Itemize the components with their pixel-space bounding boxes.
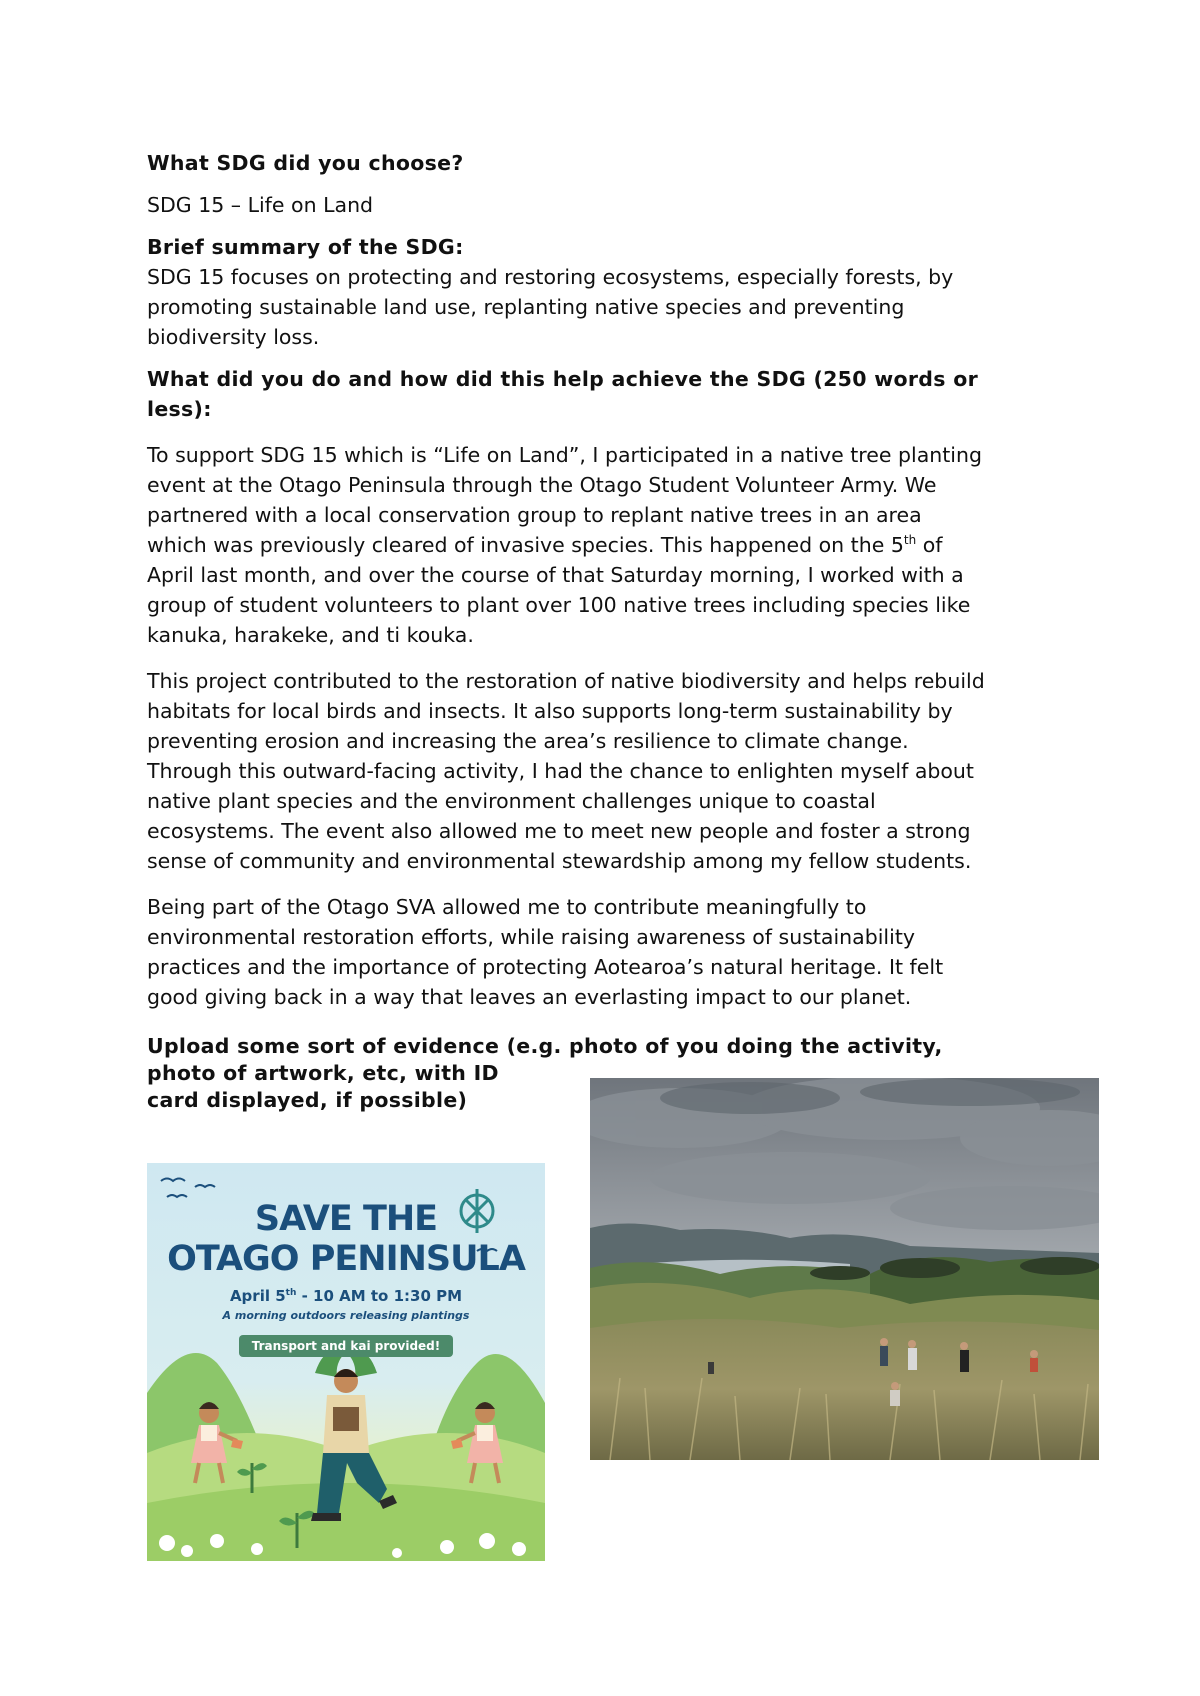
answer-sdg-choice: SDG 15 – Life on Land <box>147 193 374 217</box>
superscript-th: th <box>903 533 917 548</box>
paragraph-1-text: which was previously cleared of invasive species. This happened on the 5 <box>147 533 904 557</box>
planting-site-photo <box>590 1078 1099 1460</box>
paragraph-3-line: environmental restoration efforts, while raising awareness of sustainability <box>147 925 915 949</box>
paragraph-1-line: group of student volunteers to plant over 100 native trees including species like <box>147 593 971 617</box>
paragraph-1-text: of <box>916 533 943 557</box>
question-what-did-you-do: What did you do and how did this help achieve the SDG (250 words or <box>147 367 978 391</box>
text-column <box>147 148 1067 1012</box>
paragraph-1-line: To support SDG 15 which is “Life on Land”, I participated in a native tree planting <box>147 443 983 467</box>
landscape-illustration <box>590 1078 1099 1460</box>
paragraph-3-line: good giving back in a way that leaves an everlasting impact to our planet. <box>147 985 912 1009</box>
paragraph-2-line: Through this outward-facing activity, I had the chance to enlighten myself about <box>147 759 974 783</box>
event-poster-image <box>147 1163 545 1561</box>
paragraph-2-line: This project contributed to the restoration of native biodiversity and helps rebuild <box>147 669 985 693</box>
poster-title-line2: OTAGO PENINSULA <box>167 1239 525 1279</box>
summary-line: promoting sustainable land use, replanting native species and preventing <box>147 295 905 319</box>
paragraph-2-line: native plant species and the environment challenges unique to coastal <box>147 789 876 813</box>
paragraph-1-line: April last month, and over the course of that Saturday morning, I worked with a <box>147 563 964 587</box>
question-summary: Brief summary of the SDG: <box>147 235 464 259</box>
poster-date-text: - 10 AM to 1:30 PM <box>296 1287 463 1305</box>
evidence-heading-line: Upload some sort of evidence (e.g. photo of you doing the activity, <box>147 1034 943 1058</box>
paragraph-1-line: partnered with a local conservation group to replant native trees in an area <box>147 503 922 527</box>
paragraph-2-line: habitats for local birds and insects. It also supports long-term sustainability by <box>147 699 953 723</box>
poster-title-line1: SAVE THE <box>254 1199 438 1239</box>
paragraph-2-line: ecosystems. The event also allowed me to meet new people and foster a strong <box>147 819 971 843</box>
poster-date <box>147 1287 545 1305</box>
question-sdg-choice: What SDG did you choose? <box>147 151 464 175</box>
summary-line: biodiversity loss. <box>147 325 320 349</box>
evidence-heading-line: photo of artwork, etc, with ID <box>147 1061 499 1085</box>
summary-line: SDG 15 focuses on protecting and restoring ecosystems, especially forests, by <box>147 265 954 289</box>
poster-date-sup: th <box>285 1288 297 1298</box>
paragraph-2-line: preventing erosion and increasing the area’s resilience to climate change. <box>147 729 909 753</box>
evidence-heading-line: card displayed, if possible) <box>147 1088 468 1112</box>
paragraph-2-line: sense of community and environmental stewardship among my fellow students. <box>147 849 972 873</box>
paragraph-3-line: practices and the importance of protecting Aotearoa’s natural heritage. It felt <box>147 955 944 979</box>
poster-subtitle: A morning outdoors releasing plantings <box>222 1309 470 1322</box>
paragraph-1-line: kanuka, harakeke, and ti kouka. <box>147 623 474 647</box>
paragraph-1-line <box>147 530 1067 560</box>
paragraph-1-line: event at the Otago Peninsula through the Otago Student Volunteer Army. We <box>147 473 937 497</box>
poster-transport-badge: Transport and kai provided! <box>239 1335 453 1357</box>
poster-date-text: April 5 <box>229 1287 286 1305</box>
paragraph-3-line: Being part of the Otago SVA allowed me to contribute meaningfully to <box>147 895 867 919</box>
question-what-did-you-do: less): <box>147 397 212 421</box>
